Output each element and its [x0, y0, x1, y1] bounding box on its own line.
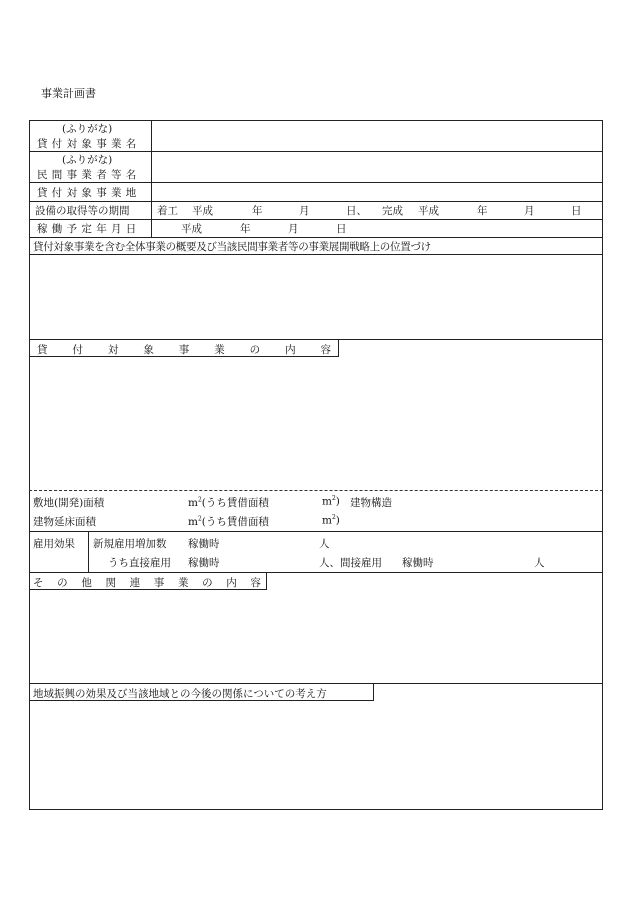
label-column-divider [151, 120, 152, 237]
land-area-label: 敷地(開発)面積 [33, 497, 105, 509]
row-divider [29, 201, 603, 202]
row-divider [29, 237, 603, 238]
dashed-divider [29, 490, 603, 491]
indirect-operating-label: 稼働時 [402, 557, 434, 569]
floor-area-unit: $m^2$(うち賃借面積 [188, 515, 269, 528]
floor-area-label: 建物延床面積 [33, 516, 96, 528]
project-name-label-text: 貸付対象事業名 [37, 138, 141, 150]
regional-label: 地域振興の効果及び当該地域との今後の関係についての考え方 [33, 688, 327, 700]
floor-rent-unit: $m^2$) [322, 514, 340, 527]
operation-day: 日 [336, 223, 347, 235]
period-complete-month: 月 [524, 205, 535, 217]
company-name-field[interactable] [153, 152, 601, 181]
project-content-char: 容 [320, 344, 331, 356]
period-start-era: 平成 [192, 205, 213, 217]
period-complete-day: 日 [571, 205, 582, 217]
other-content-char: の [202, 577, 213, 589]
company-name-label-text: 民間事業者等名 [37, 169, 141, 181]
other-content-char: 関 [105, 577, 116, 589]
project-content-char: の [249, 344, 261, 356]
project-content-char: 貸 [37, 344, 48, 356]
operation-year: 年 [240, 223, 251, 235]
project-location-field[interactable] [153, 183, 601, 200]
operation-era: 平成 [181, 223, 202, 235]
regional-field[interactable] [30, 702, 602, 809]
other-content-char: そ [33, 577, 44, 589]
row-divider [29, 531, 603, 532]
row-divider [29, 219, 603, 220]
project-content-char: 事 [178, 344, 190, 356]
project-location-label: 貸付対象事業地 [37, 187, 141, 199]
project-name-label [37, 136, 145, 151]
other-content-char: 連 [129, 577, 141, 589]
building-structure-label: 建物構造 [350, 497, 392, 509]
project-name-furigana: (ふりがな) [62, 123, 113, 135]
other-content-char: 内 [226, 577, 237, 589]
other-content-field[interactable] [30, 591, 602, 682]
project-content-field[interactable] [30, 358, 602, 488]
project-content-char: 対 [107, 344, 119, 356]
acquisition-period-label: 設備の取得等の期間 [35, 205, 130, 217]
direct-operating-label: 稼働時 [188, 557, 220, 569]
indirect-person-unit: 人 [534, 557, 545, 569]
new-hire-person-unit: 人 [319, 538, 330, 550]
other-content-char: 他 [81, 577, 92, 589]
new-hire-label: 新規雇用増加数 [93, 538, 167, 550]
project-name-field[interactable] [153, 121, 601, 150]
direct-hire-label: うち直接雇用 [108, 557, 171, 569]
new-hire-operating-label: 稼働時 [188, 538, 220, 550]
project-content-char: 内 [285, 344, 296, 356]
period-start-day: 日、 [346, 205, 367, 217]
overview-field[interactable] [30, 255, 602, 338]
other-content-char: 業 [177, 577, 189, 589]
period-complete-era: 平成 [418, 205, 439, 217]
period-start-year: 年 [252, 205, 263, 217]
project-content-char: 象 [143, 344, 154, 356]
company-name-label [37, 167, 145, 182]
period-start-month: 月 [299, 205, 310, 217]
period-complete-year: 年 [477, 205, 488, 217]
overview-label: 貸付対象事業を含む全体事業の概要及び当該民間事業者等の事業展開戦略上の位置づけ [33, 241, 431, 253]
operation-date-label: 稼働予定年月日 [37, 223, 141, 235]
employment-label: 雇用効果 [33, 538, 75, 550]
company-name-furigana: (ふりがな) [62, 154, 113, 166]
land-area-unit: $m^2$(うち賃借面積 [188, 496, 269, 509]
period-start-label: 着工 [157, 205, 178, 217]
other-content-char: 事 [153, 577, 165, 589]
operation-month: 月 [288, 223, 299, 235]
other-content-char: の [57, 577, 68, 589]
other-content-label [33, 575, 261, 590]
document-title: 事業計画書 [41, 87, 96, 100]
project-content-label [37, 342, 331, 357]
period-complete-label: 完成 [382, 205, 403, 217]
project-content-char: 付 [72, 344, 83, 356]
employment-label-divider [88, 531, 89, 572]
project-content-char: 業 [214, 344, 225, 356]
indirect-hire-label: 人、間接雇用 [319, 557, 382, 569]
land-rent-unit: $m^2$) [322, 495, 340, 508]
other-content-char: 容 [250, 577, 261, 589]
